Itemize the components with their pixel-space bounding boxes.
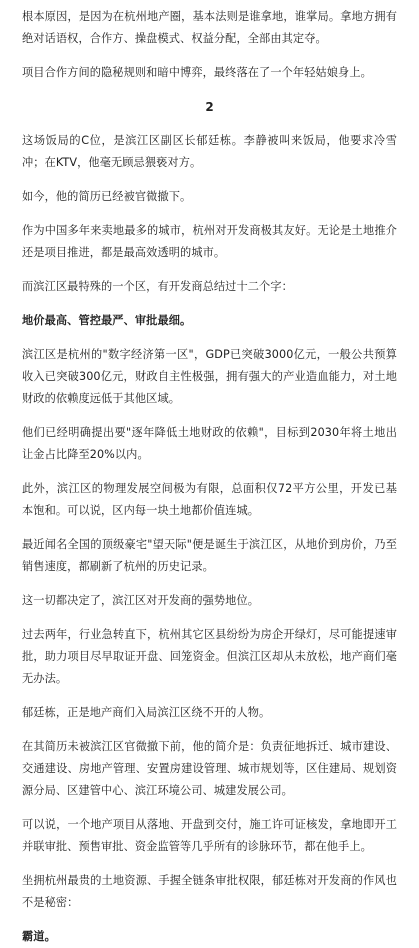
paragraph: 滨江区是杭州的"数字经济第一区"，GDP已突破3000亿元，一般公共预算收入已突破300亿元，财政自主性极强，拥有强大的产业造血能力，对土地财政的依赖度远低于其他区域。 bbox=[22, 348, 397, 405]
paragraph: 这一切都决定了，滨江区对开发商的强势地位。 bbox=[22, 594, 260, 607]
paragraph: 最近闻名全国的顶级豪宅"望天际"便是诞生于滨江区，从地价到房价，乃至销售速度，都刷新了杭州的历史记录。 bbox=[22, 538, 397, 573]
paragraph: 在其简历未被滨江区官微撤下前，他的简介是：负责征地拆迁、城市建设、交通建设、房地产管理、安置房建设管理、城市规划等，区住建局、规划资源分局、区建管中心、滨江环境公司、城建发展公司。 bbox=[22, 740, 397, 797]
bold-paragraph: 地价最高、管控最严、审批最细。 bbox=[22, 314, 192, 327]
paragraph: 过去两年，行业急转直下，杭州其它区县纷纷为房企开绿灯，尽可能提速审批，助力项目尽早取证开盘、回笼资金。但滨江区却从未放松，地产商们毫无办法。 bbox=[22, 628, 397, 685]
paragraph: 作为中国多年来卖地最多的城市，杭州对开发商极其友好。无论是土地推介还是项目推进，都是最高效透明的城市。 bbox=[22, 224, 397, 259]
paragraph: 如今，他的简历已经被官微撤下。 bbox=[22, 190, 192, 203]
paragraph: 可以说，一个地产项目从落地、开盘到交付，施工许可证核发，拿地即开工并联审批、预售审批、资金监管等几乎所有的诊脉环节，都在他手上。 bbox=[22, 818, 397, 853]
paragraph: 这场饭局的C位，是滨江区副区长郁廷栋。李静被叫来饭局，他要求冷雪冲；在KTV，他毫无顾忌猥亵对方。 bbox=[22, 134, 397, 169]
paragraph: 郁廷栋，正是地产商们入局滨江区绕不开的人物。 bbox=[22, 706, 271, 719]
paragraph: 根本原因，是因为在杭州地产圈，基本法则是谁拿地，谁掌局。拿地方拥有绝对话语权，合作方、操盘模式、权益分配，全部由其定夺。 bbox=[22, 10, 397, 45]
paragraph: 项目合作方间的隐秘规则和暗中博弈，最终落在了一个年轻姑娘身上。 bbox=[22, 66, 372, 79]
paragraph: 此外，滨江区的物理发展空间极为有限，总面积仅72平方公里，开发已基本饱和。可以说，区内每一块土地都价值连城。 bbox=[22, 482, 397, 517]
paragraph: 而滨江区最特殊的一个区，有开发商总结过十二个字： bbox=[22, 280, 293, 293]
paragraph: 坐拥杭州最贵的土地资源、手握全链条审批权限，郁廷栋对开发商的作风也不是秘密： bbox=[22, 874, 397, 909]
paragraph: 他们已经明确提出要"逐年降低土地财政的依赖"，目标到2030年将土地出让金占比降至20%以内。 bbox=[22, 426, 397, 461]
section-number: 2 bbox=[205, 100, 214, 114]
bold-paragraph: 霸道。 bbox=[22, 930, 56, 943]
